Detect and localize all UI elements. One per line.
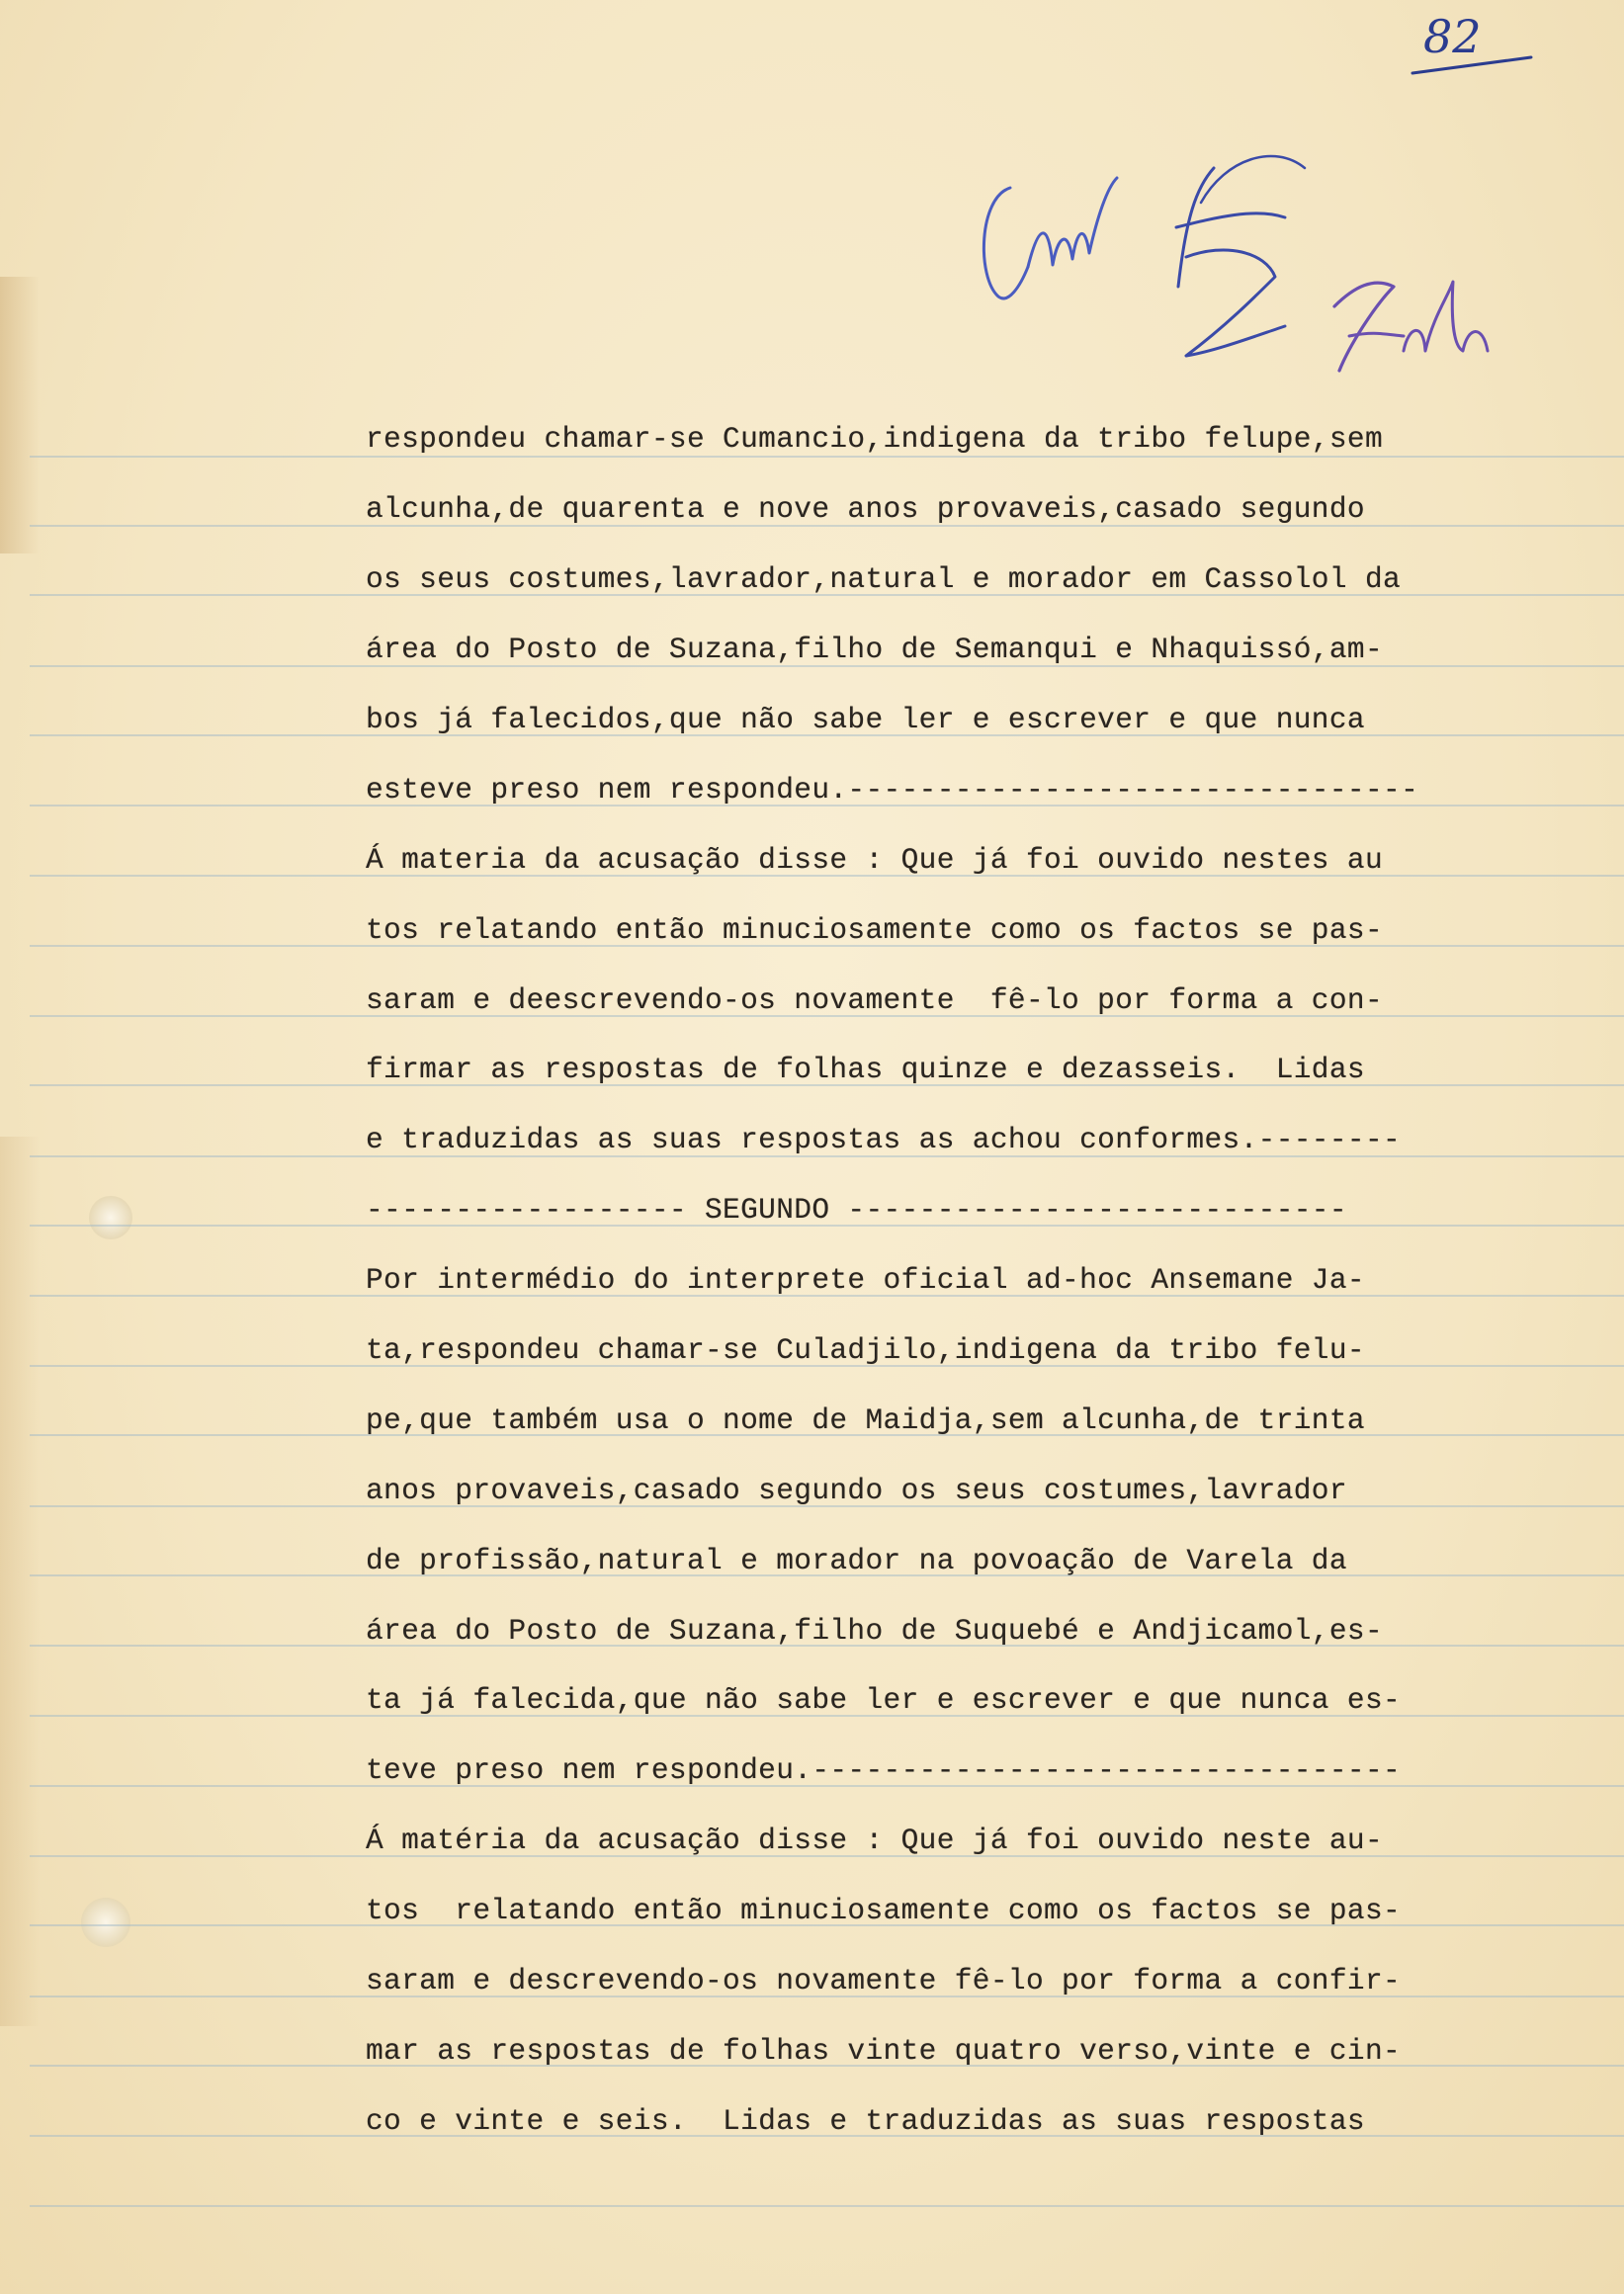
typed-line: e traduzidas as suas respostas as achou conformes.--------: [366, 1123, 1402, 1156]
typed-line: Á matéria da acusação disse : Que já foi ouvido neste au-: [366, 1824, 1384, 1857]
typed-line: pe,que também usa o nome de Maidja,sem alcunha,de trinta: [366, 1403, 1365, 1437]
typed-line: Por intermédio do interprete oficial ad-hoc Ansemane Ja-: [366, 1263, 1365, 1297]
typed-line: saram e deescrevendo-os novamente fê-lo por forma a con-: [366, 983, 1384, 1017]
typed-line: de profissão,natural e morador na povoação de Varela da: [366, 1544, 1347, 1577]
typed-line: área do Posto de Suzana,filho de Semanqui e Nhaquissó,am-: [366, 633, 1384, 666]
page-number: 82: [1423, 10, 1482, 63]
typed-line: firmar as respostas de folhas quinze e dezasseis. Lidas: [366, 1053, 1365, 1086]
section-heading-segundo: ------------------ SEGUNDO ----------------------------: [366, 1193, 1347, 1227]
typed-line: tos relatando então minuciosamente como os factos se pas-: [366, 913, 1384, 947]
typed-line: anos provaveis,casado segundo os seus costumes,lavrador: [366, 1474, 1347, 1507]
typed-line: os seus costumes,lavrador,natural e morador em Cassolol da: [366, 562, 1402, 596]
typed-line: esteve preso nem respondeu.--------------------------------: [366, 773, 1419, 807]
handwritten-signatures: [959, 148, 1532, 385]
typed-line: bos já falecidos,que não sabe ler e escrever e que nunca: [366, 703, 1365, 736]
typed-line: mar as respostas de folhas vinte quatro verso,vinte e cin-: [366, 2034, 1402, 2068]
typed-line: saram e descrevendo-os novamente fê-lo por forma a confir-: [366, 1964, 1402, 1997]
typed-line: ta,respondeu chamar-se Culadjilo,indigena da tribo felu-: [366, 1333, 1365, 1367]
typed-line: co e vinte e seis. Lidas e traduzidas as suas respostas: [366, 2104, 1365, 2138]
typed-line: respondeu chamar-se Cumancio,indigena da tribo felupe,sem: [366, 422, 1384, 456]
punch-hole: [89, 1196, 132, 1239]
paper-edge-stain: [0, 277, 40, 553]
typed-line: área do Posto de Suzana,filho de Suquebé e Andjicamol,es-: [366, 1614, 1384, 1648]
punch-hole: [81, 1898, 130, 1947]
typed-line: Á materia da acusação disse : Que já foi ouvido nestes au: [366, 843, 1384, 877]
typed-line: teve preso nem respondeu.---------------------------------: [366, 1753, 1402, 1787]
typed-line: alcunha,de quarenta e nove anos provaveis,casado segundo: [366, 492, 1365, 526]
paper-edge-stain: [0, 1137, 40, 2026]
page-number-underline: [1409, 49, 1537, 79]
typed-line: ta já falecida,que não sabe ler e escrever e que nunca es-: [366, 1683, 1402, 1717]
typed-line: tos relatando então minuciosamente como os factos se pas-: [366, 1894, 1402, 1927]
